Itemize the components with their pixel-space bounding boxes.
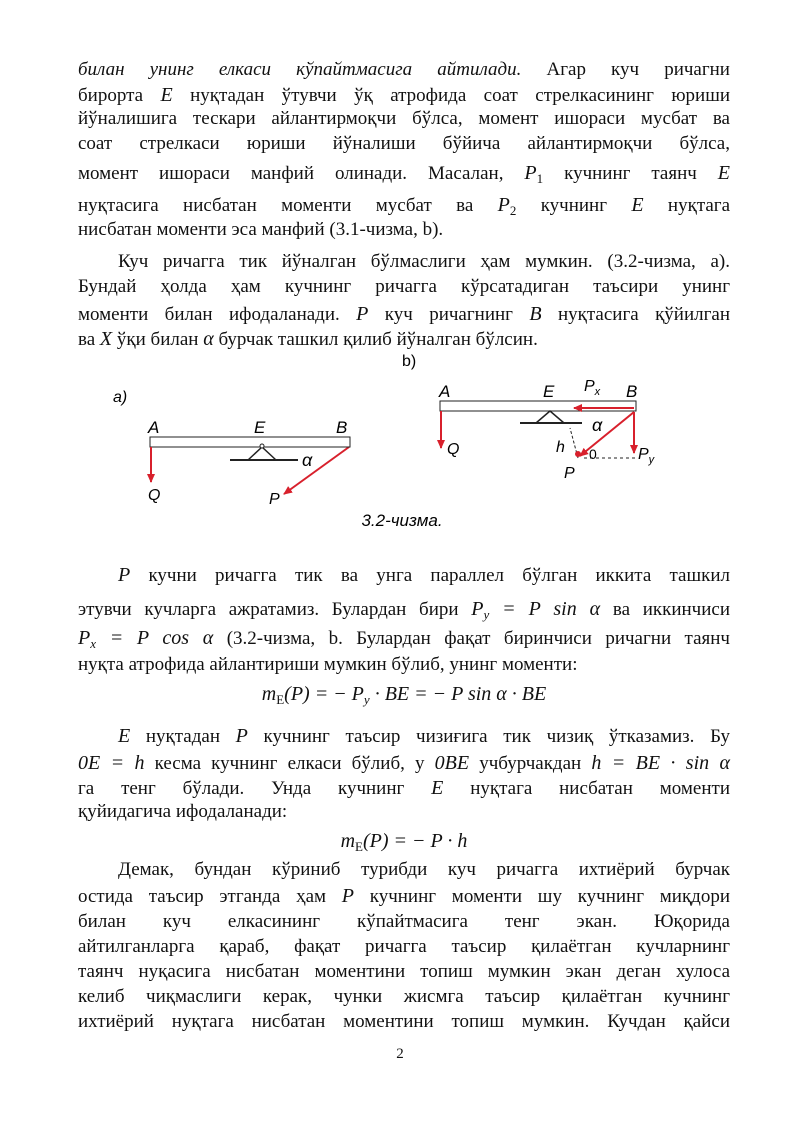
diagram-b bbox=[438, 378, 656, 482]
text-line: келиб чиқмаслиги керак, чунки жисмга таъсир қилаётган кучнинг bbox=[78, 986, 730, 1007]
paragraph-4 bbox=[78, 724, 730, 855]
label-a-E: E bbox=[254, 418, 266, 437]
figure-label-a: a) bbox=[113, 389, 128, 406]
text-line: 0E = h кесма кучнинг елкаси бўлиб, у 0BE учбурчакдан h = BE · sin α bbox=[78, 751, 731, 774]
text-line: соат стрелкаси юриши йўналиши бўйича айлантирмоқчи бўлса, bbox=[78, 132, 730, 154]
text-line: Демак, бундан кўриниб турибди куч ричагга ихтиёрий бурчак bbox=[118, 859, 730, 880]
page-number: 2 bbox=[396, 1046, 404, 1062]
label-b-E: E bbox=[543, 382, 555, 401]
label-b-h: h bbox=[556, 439, 565, 456]
support-fulcrum-a bbox=[248, 447, 276, 460]
figure-caption: 3.2-чизма. bbox=[361, 511, 443, 530]
text-line: $P_x = P$ cos α (3.2-чизма, b. Булардан фақат биринчиси ричагни таянч bbox=[78, 627, 730, 651]
text-line: билан унинг елкаси кўпайтмасига айтилади. Агар куч ричагни bbox=[78, 59, 730, 80]
text-line: моменти билан ифодаланади. P куч ричагнинг B нуқтасига қўйилган bbox=[78, 303, 731, 326]
text-line: айтилганларга қараб, фақат ричагга таъсир қилаётган кучларнинг bbox=[78, 936, 730, 957]
lever-beam-a bbox=[150, 437, 350, 447]
text-line: нуқтасига нисбатан моменти мусбат ва $P_2$ кучнинг E нуқтага bbox=[78, 194, 731, 219]
label-b-P: P bbox=[564, 465, 575, 482]
label-a-A: A bbox=[148, 418, 160, 437]
paragraph-5 bbox=[78, 858, 730, 1035]
label-b-Px: $P_x$ bbox=[584, 378, 601, 398]
label-a-P: P bbox=[269, 491, 280, 508]
label-b-Q: Q bbox=[447, 441, 460, 458]
label-b-A: A bbox=[439, 382, 451, 401]
label-b-zero: 0 bbox=[589, 446, 597, 462]
diagram-a bbox=[147, 418, 350, 508]
formula-moment-2: $m_E(P)$ = − P · h bbox=[340, 829, 468, 854]
text-line: га тенг бўлади. Унда кучнинг E нуқтага нисбатан моменти bbox=[78, 776, 730, 799]
label-a-alpha: α bbox=[302, 450, 313, 470]
formula-moment-1: $m_E(P)$ = − $P_y$ · BE = − P sin α · BE bbox=[261, 682, 547, 707]
figure-3-2 bbox=[0, 348, 800, 538]
label-a-Q: Q bbox=[148, 487, 161, 504]
label-b-B: B bbox=[626, 382, 638, 401]
figure-label-b: b) bbox=[402, 353, 417, 370]
label-b-Py: $P_y$ bbox=[638, 446, 655, 466]
label-a-B: B bbox=[336, 418, 348, 437]
text-line: нуқта атрофида айлантириши мумкин бўлиб, унинг моменти: bbox=[78, 654, 578, 675]
text-line: бирорта E нуқтадан ўтувчи ўқ атрофида соат стрелкасининг юриши bbox=[78, 83, 730, 106]
text-line: билан куч елкасининг кўпайтмасига тенг экан. Юқорида bbox=[78, 911, 730, 932]
text-line: нисбатан моменти эса манфий (3.1-чизма, b). bbox=[78, 219, 444, 241]
text-line: ихтиёрий нуқтага нисбатан моментини топиш мумкин. Кучдан қайси bbox=[78, 1011, 730, 1032]
text-line: остида таъсир этганда ҳам P кучнинг моменти шу кучнинг миқдори bbox=[78, 885, 731, 907]
paragraph-2 bbox=[78, 250, 730, 352]
paragraph-3 bbox=[78, 563, 730, 708]
text-line: Куч ричагга тик йўналган бўлмаслиги ҳам мумкин. (3.2-чизма, а). bbox=[118, 251, 730, 272]
text-line: E нуқтадан P кучнинг таъсир чизиғига тик чизиқ ўтказамиз. Бу bbox=[118, 725, 731, 747]
text-line: Бундай ҳолда ҳам кучнинг ричагга кўрсатадиган таъсири унинг bbox=[78, 275, 730, 297]
text-line: таянч нуқасига нисбатан моментини топиш мумкин экан деган хулоса bbox=[78, 961, 730, 982]
text-line: P кучни ричагга тик ва унга параллел бўлган иккита ташкил bbox=[118, 564, 730, 586]
lever-beam-b bbox=[440, 401, 636, 411]
paragraph-1 bbox=[78, 58, 730, 243]
text-line: этувчи кучларга ажратамиз. Булардан бири $P_y = P$ sin α ва иккинчиси bbox=[78, 598, 730, 622]
force-p-arrow-a bbox=[284, 447, 349, 494]
text-line: қуйидагича ифодаланади: bbox=[78, 801, 288, 823]
point-zero-b bbox=[575, 451, 581, 457]
text-line: ва X ўқи билан α бурчак ташкил қилиб йўналган бўлсин. bbox=[78, 328, 538, 351]
support-fulcrum-b bbox=[536, 411, 564, 423]
text-line: йўналишига тескари айлантирмоқчи бўлса, момент ишораси мусбат ва bbox=[78, 108, 730, 130]
text-line: момент ишораси манфий олинади. Масалан, $P_1$ кучнинг таянч E bbox=[78, 162, 731, 187]
fulcrum-pin-a bbox=[260, 444, 264, 448]
label-b-alpha: α bbox=[592, 415, 603, 435]
